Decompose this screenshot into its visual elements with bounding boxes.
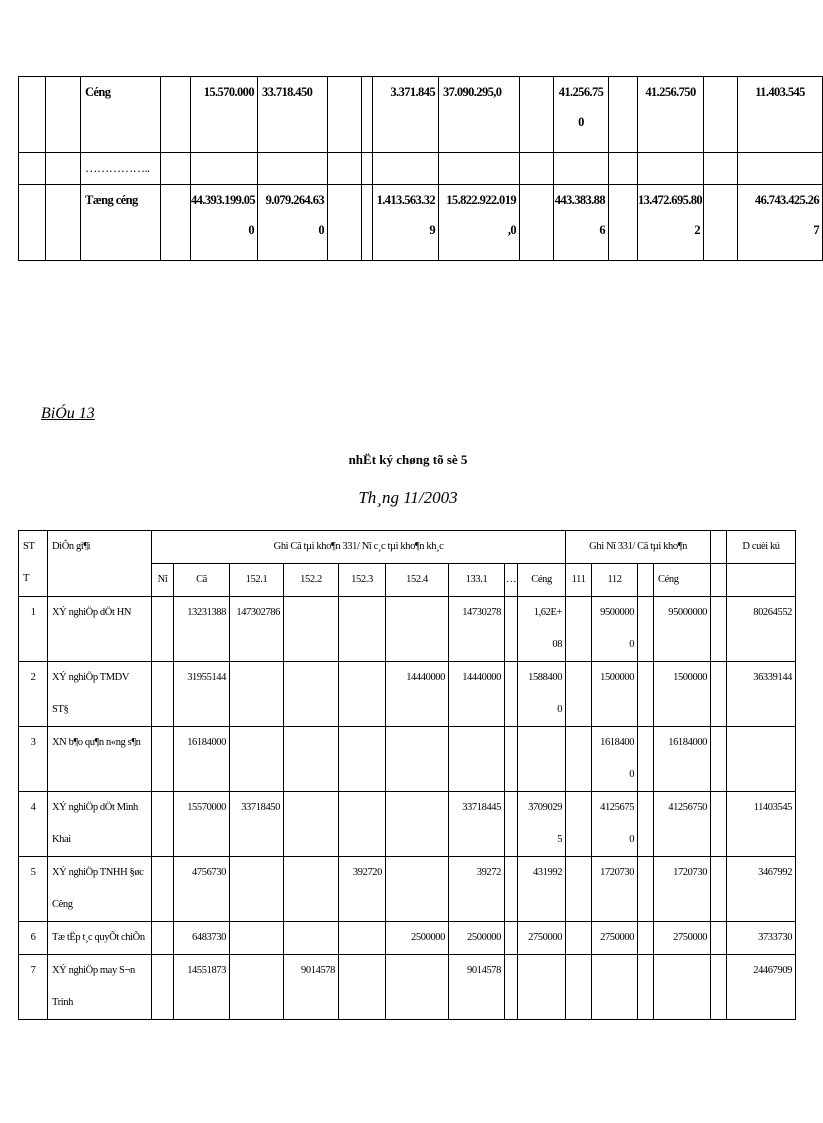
table-cell: 44.393.199.05 0 — [191, 185, 258, 261]
cell-dots — [505, 792, 518, 857]
cell-blank2 — [711, 727, 727, 792]
table-row — [19, 77, 823, 153]
cell-c112: 9500000 0 — [592, 597, 638, 662]
cell-dots — [505, 857, 518, 922]
cell-c1522 — [284, 857, 339, 922]
summary-table — [18, 76, 823, 261]
cell-c1522: 9014578 — [284, 955, 339, 1020]
cell-c1331: 14440000 — [449, 662, 505, 727]
cell-name: XÝ nghiÖp dÖt Minh Khai — [48, 792, 152, 857]
cell-c1524 — [386, 955, 449, 1020]
cell-cong — [518, 727, 566, 792]
cell-c1523: 392720 — [339, 857, 386, 922]
table-cell: 3.371.845 — [373, 77, 439, 153]
cell-blank — [638, 662, 654, 727]
cell-blank — [638, 857, 654, 922]
cell-du: 3467992 — [727, 857, 796, 922]
cell-c111 — [566, 922, 592, 955]
cell-co: 14551873 — [174, 955, 230, 1020]
cell-cong2: 2750000 — [654, 922, 711, 955]
cell-name: XÝ nghiÖp TMDV ST§ — [48, 662, 152, 727]
cell-c1524 — [386, 857, 449, 922]
column-header: 133.1 — [449, 564, 505, 597]
cell-dots — [505, 662, 518, 727]
column-header: Cã — [174, 564, 230, 597]
row-label: Céng — [81, 77, 161, 153]
cell-c1523 — [339, 792, 386, 857]
row-label: Tæng céng — [81, 185, 161, 261]
cell-c1524 — [386, 792, 449, 857]
cell-c1521: 33718450 — [230, 792, 284, 857]
cell-cong: 431992 — [518, 857, 566, 922]
cell-c1331: 33718445 — [449, 792, 505, 857]
header-balance: D cuèi kú — [727, 531, 796, 564]
cell-c1522 — [284, 792, 339, 857]
cell-du: 36339144 — [727, 662, 796, 727]
cell-c1522 — [284, 662, 339, 727]
journal-table — [18, 530, 796, 1020]
cell-du: 80264552 — [727, 597, 796, 662]
cell-c112: 2750000 — [592, 922, 638, 955]
table-cell: 41.256.75 0 — [554, 77, 609, 153]
cell-c1523 — [339, 727, 386, 792]
cell-du — [727, 727, 796, 792]
cell-c1331: 2500000 — [449, 922, 505, 955]
cell-c1524 — [386, 727, 449, 792]
figure-caption: BiÓu 13 — [41, 405, 95, 422]
cell-no — [152, 597, 174, 662]
table-cell: 46.743.425.26 7 — [738, 185, 823, 261]
document-title: nhËt ký chøng tõ sè 5 — [348, 452, 468, 467]
document-subtitle: Th¸ng 11/2003 — [358, 488, 458, 507]
column-header: Nî — [152, 564, 174, 597]
table-row — [19, 922, 796, 955]
cell-c111 — [566, 662, 592, 727]
cell-dots — [505, 922, 518, 955]
table-row — [19, 662, 796, 727]
cell-c112: 4125675 0 — [592, 792, 638, 857]
cell-co: 16184000 — [174, 727, 230, 792]
cell-co: 15570000 — [174, 792, 230, 857]
cell-cong — [518, 955, 566, 1020]
cell-blank2 — [711, 955, 727, 1020]
cell-c1523 — [339, 662, 386, 727]
cell-c1331: 39272 — [449, 857, 505, 922]
column-header: 152.1 — [230, 564, 284, 597]
table-cell: 11.403.545 — [738, 77, 823, 153]
cell-co: 31955144 — [174, 662, 230, 727]
cell-c1523 — [339, 922, 386, 955]
cell-cong: 2750000 — [518, 922, 566, 955]
cell-cong2: 1500000 — [654, 662, 711, 727]
cell-c1521 — [230, 955, 284, 1020]
cell-cong: 3709029 5 — [518, 792, 566, 857]
cell-du: 24467909 — [727, 955, 796, 1020]
cell-c1331: 9014578 — [449, 955, 505, 1020]
cell-c1524: 14440000 — [386, 662, 449, 727]
table-row — [19, 792, 796, 857]
cell-c1522 — [284, 727, 339, 792]
cell-cong: 1588400 0 — [518, 662, 566, 727]
table-row — [19, 597, 796, 662]
cell-c112 — [592, 955, 638, 1020]
cell-cong2 — [654, 955, 711, 1020]
cell-no — [152, 727, 174, 792]
column-header: Céng — [518, 564, 566, 597]
table-cell: 33.718.450 — [258, 77, 328, 153]
table-cell: 13.472.695.80 2 — [638, 185, 704, 261]
cell-cong2: 95000000 — [654, 597, 711, 662]
header-description: DiÔn gi¶i — [48, 531, 152, 597]
cell-cong2: 16184000 — [654, 727, 711, 792]
cell-c112: 1500000 — [592, 662, 638, 727]
cell-c111 — [566, 792, 592, 857]
cell-no — [152, 792, 174, 857]
cell-c1524 — [386, 597, 449, 662]
cell-blank — [638, 597, 654, 662]
cell-c112: 1618400 0 — [592, 727, 638, 792]
cell-c1521 — [230, 727, 284, 792]
header-row — [19, 531, 796, 564]
cell-c1523 — [339, 955, 386, 1020]
cell-c1524: 2500000 — [386, 922, 449, 955]
header-stt: ST T — [19, 531, 48, 597]
table-cell: 443.383.88 6 — [554, 185, 609, 261]
column-header: 152.2 — [284, 564, 339, 597]
table-row — [19, 185, 823, 261]
cell-c111 — [566, 727, 592, 792]
cell-stt: 7 — [19, 955, 48, 1020]
cell-c111 — [566, 857, 592, 922]
cell-name: XÝ nghiÖp may S¬n Trinh — [48, 955, 152, 1020]
cell-c1522 — [284, 597, 339, 662]
cell-blank — [638, 922, 654, 955]
table-cell: 15.570.000 — [191, 77, 258, 153]
cell-c1523 — [339, 597, 386, 662]
cell-cong: 1,62E+ 08 — [518, 597, 566, 662]
column-header: Céng — [654, 564, 711, 597]
column-header: 152.4 — [386, 564, 449, 597]
cell-c1521: 147302786 — [230, 597, 284, 662]
cell-blank2 — [711, 597, 727, 662]
table-cell: 15.822.922.019 ,0 — [439, 185, 520, 261]
cell-no — [152, 955, 174, 1020]
cell-c1521 — [230, 662, 284, 727]
table-row — [19, 857, 796, 922]
table-cell: 41.256.750 — [638, 77, 704, 153]
column-header: 111 — [566, 564, 592, 597]
column-header: … — [505, 564, 518, 597]
cell-no — [152, 922, 174, 955]
cell-co: 6483730 — [174, 922, 230, 955]
cell-stt: 2 — [19, 662, 48, 727]
cell-no — [152, 662, 174, 727]
cell-name: XÝ nghiÖp TNHH §øc Cêng — [48, 857, 152, 922]
cell-blank — [638, 792, 654, 857]
cell-dots — [505, 955, 518, 1020]
cell-du: 3733730 — [727, 922, 796, 955]
cell-blank2 — [711, 857, 727, 922]
cell-c1331 — [449, 727, 505, 792]
cell-c111 — [566, 597, 592, 662]
cell-c1521 — [230, 922, 284, 955]
cell-blank2 — [711, 662, 727, 727]
table-row — [19, 727, 796, 792]
table-cell: 1.413.563.32 9 — [373, 185, 439, 261]
header-debit-group: Ghi Nî 331/ Cã tµi kho¶n — [566, 531, 711, 564]
cell-dots — [505, 597, 518, 662]
cell-c1521 — [230, 857, 284, 922]
cell-blank2 — [711, 922, 727, 955]
cell-name: Tæ tËp t¸c quyÕt chiÕn — [48, 922, 152, 955]
cell-stt: 3 — [19, 727, 48, 792]
cell-blank — [638, 955, 654, 1020]
table-row — [19, 153, 823, 185]
cell-cong2: 41256750 — [654, 792, 711, 857]
cell-stt: 5 — [19, 857, 48, 922]
cell-stt: 4 — [19, 792, 48, 857]
header-credit-group: Ghi Cã tµi kho¶n 331/ Nî c¸c tµi kho¶n kh¸c — [152, 531, 566, 564]
row-label: …………….. — [81, 153, 161, 185]
table-cell: 9.079.264.63 0 — [258, 185, 328, 261]
cell-dots — [505, 727, 518, 792]
cell-du: 11403545 — [727, 792, 796, 857]
cell-c1331: 14730278 — [449, 597, 505, 662]
cell-c1522 — [284, 922, 339, 955]
cell-name: XN b¶o qu¶n n«ng s¶n — [48, 727, 152, 792]
cell-name: XÝ nghiÖp dÖt HN — [48, 597, 152, 662]
table-cell: 37.090.295,0 — [439, 77, 520, 153]
table-row — [19, 955, 796, 1020]
cell-no — [152, 857, 174, 922]
cell-stt: 6 — [19, 922, 48, 955]
cell-c111 — [566, 955, 592, 1020]
cell-co: 13231388 — [174, 597, 230, 662]
cell-c112: 1720730 — [592, 857, 638, 922]
cell-blank2 — [711, 792, 727, 857]
column-header: 152.3 — [339, 564, 386, 597]
cell-blank — [638, 727, 654, 792]
cell-stt: 1 — [19, 597, 48, 662]
cell-cong2: 1720730 — [654, 857, 711, 922]
column-header: 112 — [592, 564, 638, 597]
cell-co: 4756730 — [174, 857, 230, 922]
